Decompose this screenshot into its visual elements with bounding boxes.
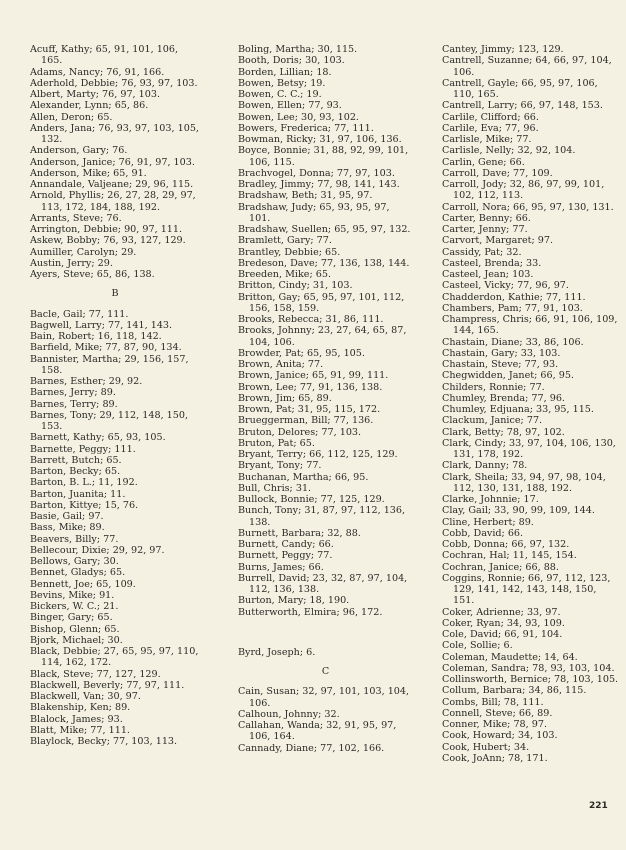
index-entry: Carroll, Nora; 66, 95, 97, 130, 131. [442,201,614,213]
index-entry: Burnett, Candy; 66. [238,539,334,550]
index-entry: Bruton, Pat; 65. [238,437,315,449]
index-column-1 [30,44,200,747]
index-entry: Britton, Gay; 65, 95, 97, 101, 112, 156, 158, 159. [238,291,405,314]
index-entry: Anderson, Mike; 65, 91. [30,167,147,179]
index-entry: Collinsworth, Bernice; 78, 103, 105. [442,674,619,685]
index-entry: Cook, JoAnn; 78, 171. [442,752,548,764]
index-entry: Cook, Howard; 34, 103. [442,730,558,742]
index-entry: Chegwidden, Janet; 66, 95. [442,370,574,382]
index-entry: Bellows, Gary; 30. [30,556,119,567]
index-entry: Carter, Jenny; 77. [442,224,528,235]
index-entry: Adams, Nancy; 76, 91, 166. [30,66,165,78]
index-entry: Casteel, Brenda; 33. [442,257,542,269]
index-entry: Burton, Mary; 18, 190. [238,595,350,607]
index-entry: Brown, Anita; 77. [238,359,324,370]
index-entry: Bradshaw, Judy; 65, 93, 95, 97, 101. [238,201,390,224]
index-entry: Buchanan, Martha; 66, 95. [238,471,369,483]
index-entry: Carlisle, Nelly; 32, 92, 104. [442,145,576,157]
index-entry: Carvort, Margaret; 97. [442,235,554,247]
index-entry: Barnette, Peggy; 111. [30,443,136,455]
index-entry: Coker, Ryan; 34, 93, 109. [442,617,565,629]
index-entry: Barton, Becky; 65. [30,466,121,477]
index-entry: Blaylock, Becky; 77, 103, 113. [30,736,178,747]
index-entry: Clark, Sheila; 33, 94, 97, 98, 104, 112, 130, 131, 188, 192. [442,471,606,494]
index-entry: Alexander, Lynn; 65, 86. [30,100,149,112]
index-entry: Bennett, Joe; 65, 109. [30,578,136,590]
index-entry: Bellecour, Dixie; 29, 92, 97. [30,544,165,556]
index-entry: Bullock, Bonnie; 77, 125, 129. [238,494,385,505]
index-entry: Britton, Cindy; 31, 103. [238,280,353,292]
index-entry: Burns, James; 66. [238,561,324,573]
index-entry: Bagwell, Larry; 77, 141, 143. [30,319,173,331]
index-entry: Burnett, Peggy; 77. [238,550,333,562]
index-entry: Bradshaw, Suellen; 65, 95, 97, 132. [238,224,411,235]
index-entry: Bowers, Frederica; 77, 111. [238,122,374,134]
index-entry: Childers, Ronnie; 77. [442,381,545,393]
index-entry: Bryant, Tony; 77. [238,460,322,472]
index-entry: Brown, Lee; 77, 91, 136, 138. [238,381,383,393]
index-entry: Booth, Doris; 30, 103. [238,55,345,67]
index-entry: Chastain, Diane; 33, 86, 106. [442,336,584,348]
index-entry: Clay, Gail; 33, 90, 99, 109, 144. [442,505,595,517]
index-entry: Bunch, Tony; 31, 87, 97, 112, 136, 138. [238,505,406,528]
index-entry: Brantley, Debbie; 65. [238,246,341,258]
index-entry: Cantrell, Gayle; 66, 95, 97, 106, 110, 165. [442,77,598,100]
index-entry: Clackum, Janice; 77. [442,415,543,427]
index-entry: Arrington, Debbie; 90, 97, 111. [30,224,183,235]
index-entry: Burrell, David; 23, 32, 87, 97, 104, 112, 136, 138. [238,572,408,595]
index-entry: Aumiller, Carolyn; 29. [30,246,137,258]
index-entry: Bacle, Gail; 77, 111. [30,308,129,320]
index-entry: Carroll, Jody; 32, 86, 97, 99, 101, 102, 112, 113. [442,179,605,202]
index-entry: Carter, Benny; 66. [442,212,531,224]
index-entry: Brooks, Johnny; 23, 27, 64, 65, 87, 104, 106. [238,325,407,348]
index-entry: Callahan, Wanda; 32, 91, 95, 97, 106, 164. [238,720,397,743]
index-entry: Bishop, Glenn; 65. [30,623,120,635]
page-number: 221 [589,801,608,811]
index-entry: Barnes, Terry; 89. [30,398,118,410]
index-entry: Bowen, Ellen; 77, 93. [238,100,342,112]
index-entry: Chumley, Brenda; 77, 96. [442,392,565,404]
index-entry: Breeden, Mike; 65. [238,269,332,280]
index-entry: Binger, Gary; 65. [30,612,113,624]
index-entry: Carlin, Gene; 66. [442,156,525,168]
index-entry: Brueggerman, Bill; 77, 136. [238,415,374,427]
index-entry: Bowen, Betsy; 19. [238,77,326,89]
index-entry: Cole, David; 66, 91, 104. [442,629,563,640]
index-entry: Basie, Gail; 97. [30,511,104,522]
index-entry: Boling, Martha; 30, 115. [238,44,358,55]
index-entry: Cannady, Diane; 77, 102, 166. [238,742,385,754]
index-entry: Cobb, Donna; 66, 97, 132. [442,539,570,550]
index-entry: Barton, Juanita; 11. [30,488,126,500]
index-entry: Askew, Bobby; 76, 93, 127, 129. [30,235,186,247]
index-entry: Blalock, James; 93. [30,713,123,725]
index-entry: Black, Steve; 77, 127, 129. [30,668,161,680]
index-entry: Burnett, Barbara; 32, 88. [238,527,361,539]
index-entry: Chumley, Edjuana; 33, 95, 115. [442,404,594,415]
index-entry: Albert, Marty; 76, 97, 103. [30,89,161,100]
index-entry: Carlisle, Mike; 77. [442,134,532,145]
index-entry: Chastain, Steve; 77, 93. [442,359,559,370]
index-entry: Arrants, Steve; 76. [30,212,122,224]
index-entry: Blackwell, Beverly; 77, 97, 111. [30,679,185,691]
index-entry: Bowen, C. C.; 19. [238,89,322,100]
index-entry: Barnes, Tony; 29, 112, 148, 150, 153. [30,409,189,432]
index-entry: Bain, Robert; 16, 118, 142. [30,331,162,342]
index-entry: Brachvogel, Donna; 77, 97, 103. [238,167,395,179]
index-entry: Bowen, Lee; 30, 93, 102. [238,111,359,123]
index-entry: Arnold, Phyllis; 26, 27, 28, 29, 97, 113, 172, 184, 188, 192. [30,190,196,213]
index-entry: Brown, Jim; 65, 89. [238,392,332,404]
index-entry: Cole, Sollie; 6. [442,640,513,652]
index-entry: Beavers, Billy; 77. [30,533,119,545]
index-entry: Clark, Danny; 78. [442,460,528,472]
index-entry: Casteel, Vicky; 77, 96, 97. [442,280,569,292]
index-entry: Clark, Betty; 78, 97, 102. [442,426,565,438]
index-entry: Bass, Mike; 89. [30,522,105,534]
index-column-3 [442,44,620,764]
index-entry: Bickers, W. C.; 21. [30,601,119,612]
index-entry: Cantrell, Larry; 66, 97, 148, 153. [442,100,603,112]
index-entry: Cantrell, Suzanne; 64, 66, 97, 104, 106. [442,55,612,78]
index-entry: Champress, Chris; 66, 91, 106, 109, 144, 165. [442,314,618,337]
index-entry: Bennet, Gladys; 65. [30,567,126,579]
index-entry: Cochran, Hal; 11, 145, 154. [442,550,577,562]
index-entry: Byrd, Joseph; 6. [238,646,316,658]
index-entry: Collum, Barbara; 34, 86, 115. [442,685,587,697]
index-entry: Bradshaw, Beth; 31, 95, 97. [238,190,373,202]
index-entry: Acuff, Kathy; 65, 91, 101, 106, 165. [30,44,179,67]
index-entry: Cochran, Janice; 66, 88. [442,561,559,573]
index-entry: Annandale, Valjeane; 29, 96, 115. [30,179,194,190]
index-entry: Cobb, David; 66. [442,527,524,539]
index-entry: Barrett, Butch; 65. [30,454,122,466]
index-entry: Bryant, Terry; 66, 112, 125, 129. [238,449,398,460]
index-entry: Coleman, Maudette; 14, 64. [442,651,578,663]
index-entry: Cain, Susan; 32, 97, 101, 103, 104, 106. [238,686,410,709]
index-entry: Bramlett, Gary; 77. [238,235,332,247]
index-entry: Coggins, Ronnie; 66, 97, 112, 123, 129, 141, 142, 143, 148, 150, 151. [442,572,611,607]
index-entry: Borden, Lillian; 18. [238,66,332,78]
index-entry: Butterworth, Elmira; 96, 172. [238,606,383,618]
index-entry: Carlile, Clifford; 66. [442,111,539,123]
index-entry: Bull, Chris; 31. [238,482,312,494]
index-entry: Brooks, Rebecca; 31, 86, 111. [238,314,384,325]
index-entry: Bruton, Delores; 77, 103. [238,426,362,438]
index-entry: Cassidy, Pat; 32. [442,246,522,258]
index-entry: Calhoun, Johnny; 32. [238,708,340,720]
index-entry: Brown, Janice; 65, 91, 99, 111. [238,370,389,382]
index-entry: Combs, Bill; 78, 111. [442,696,544,708]
index-entry: Ayers, Steve; 65, 86, 138. [30,269,155,280]
index-entry: Blakenship, Ken; 89. [30,702,131,714]
index-entry: Connell, Steve; 66, 89. [442,707,553,719]
index-entry: Clarke, Johnnie; 17. [442,494,539,505]
entry-gap [238,627,413,637]
section-letter: B [111,288,119,300]
index-entry: Black, Debbie; 27, 65, 95, 97, 110, 114, 162, 172. [30,646,199,669]
index-entry: Barnes, Esther; 29, 92. [30,376,143,387]
index-entry: Brown, Pat; 31, 95, 115, 172. [238,404,381,415]
index-entry: Barton, Kittye; 15, 76. [30,499,139,511]
index-entry: Anders, Jana; 76, 93, 97, 103, 105, 132. [30,122,199,145]
index-entry: Cline, Herbert; 89. [442,516,534,528]
index-entry: Cantey, Jimmy; 123, 129. [442,44,564,55]
index-entry: Anderson, Gary; 76. [30,145,128,157]
index-entry: Anderson, Janice; 76, 91, 97, 103. [30,156,195,168]
index-entry: Barnes, Jerry; 89. [30,387,116,399]
index-entry: Aderhold, Debbie; 76, 93, 97, 103. [30,77,198,89]
index-entry: Coleman, Sandra; 78, 93, 103, 104. [442,662,615,674]
index-entry: Conner, Mike; 78, 97. [442,719,548,730]
index-entry: Austin, Jerry; 29. [30,257,113,269]
section-letter: C [321,666,330,678]
index-entry: Blatt, Mike; 77, 111. [30,724,130,736]
index-entry: Chastain, Gary; 33, 103. [442,347,561,359]
index-entry: Clark, Cindy; 33, 97, 104, 106, 130, 131, 178, 192. [442,437,616,460]
index-entry: Allen, Deron; 65. [30,111,113,123]
index-entry: Barnett, Kathy; 65, 93, 105. [30,432,166,444]
index-entry: Bredeson, Dave; 77, 136, 138, 144. [238,257,410,269]
index-entry: Barton, B. L.; 11, 192. [30,477,138,489]
index-entry: Chambers, Pam; 77, 91, 103. [442,302,583,314]
index-entry: Coker, Adrienne; 33, 97. [442,606,561,618]
index-entry: Bjork, Michael; 30. [30,634,123,646]
index-entry: Barfield, Mike; 77, 87, 90, 134. [30,342,182,354]
index-entry: Casteel, Jean; 103. [442,269,534,280]
index-entry: Carlile, Eva; 77, 96. [442,122,539,134]
index-entry: Carroll, Dave; 77, 109. [442,167,553,179]
index-entry: Boyce, Bonnie; 31, 88, 92, 99, 101, 106, 115. [238,145,409,168]
index-entry: Chadderdon, Kathie; 77, 111. [442,291,586,303]
index-entry: Cook, Hubert; 34. [442,741,530,753]
index-entry: Bevins, Mike; 91. [30,589,115,601]
index-entry: Bannister, Martha; 29, 156, 157, 158. [30,353,189,376]
index-entry: Bradley, Jimmy; 77, 98, 141, 143. [238,179,400,190]
index-entry: Browder, Pat; 65, 95, 105. [238,347,365,359]
index-column-2 [238,44,413,754]
index-entry: Blackwell, Van; 30, 97. [30,691,141,702]
index-entry: Bowman, Ricky; 31, 97, 106, 136. [238,134,402,145]
